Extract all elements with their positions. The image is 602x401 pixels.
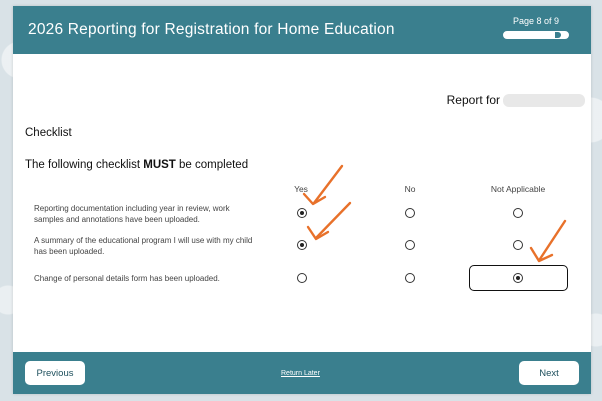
checklist-row-1-label: Reporting documentation including year in review, work samples and annotations have been uploaded. (34, 204, 230, 224)
row-3-yes-radio[interactable] (297, 273, 307, 283)
row-2-yes-radio[interactable] (297, 240, 307, 250)
column-header-no: No (404, 184, 416, 194)
section-title: Checklist (25, 127, 72, 139)
selection-highlight-box (469, 265, 568, 291)
checklist-instruction: The following checklist MUST be completed (25, 159, 249, 171)
page-indicator (503, 16, 569, 39)
report-for-label: Report for (446, 93, 500, 107)
row-2-na-radio[interactable] (513, 240, 523, 250)
checklist-row-2-label: A summary of the educational program I will use with my child has been uploaded. (34, 236, 253, 256)
row-3-no-radio[interactable] (405, 273, 415, 283)
row-1-na-radio[interactable] (513, 208, 523, 218)
redacted-name (503, 94, 585, 107)
return-later-link[interactable]: Return Later (281, 370, 320, 377)
column-header-not-applicable: Not Applicable (490, 184, 546, 194)
form-footer (13, 352, 591, 394)
row-2-no-radio[interactable] (405, 240, 415, 250)
row-1-no-radio[interactable] (405, 208, 415, 218)
form-title: 2026 Reporting for Registration for Home Education (28, 21, 395, 38)
form-card (13, 6, 591, 394)
report-for (447, 93, 585, 107)
progress-bar (503, 31, 569, 39)
checklist-row-3-label: Change of personal details form has been uploaded. (34, 274, 220, 283)
form-header (13, 6, 591, 54)
row-1-yes-radio[interactable] (297, 208, 307, 218)
previous-button[interactable]: Previous (25, 361, 85, 385)
page-number: Page 8 of 9 (512, 16, 560, 26)
progress-fill (504, 32, 561, 38)
next-button[interactable]: Next (519, 361, 579, 385)
must-emphasis: MUST (143, 159, 176, 171)
column-header-yes: Yes (294, 184, 308, 194)
